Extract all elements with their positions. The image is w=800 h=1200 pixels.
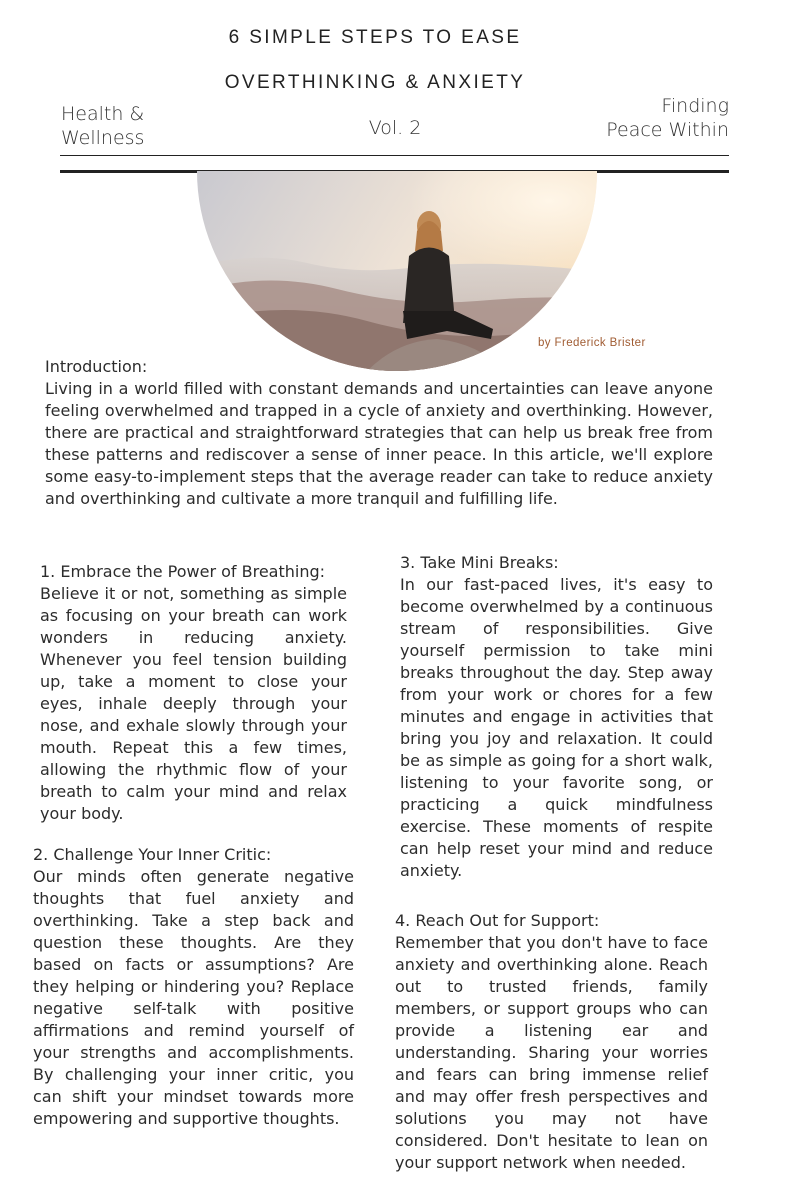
step-body: In our fast-paced lives, it's easy to become overwhelmed by a continuous stream of responsibilities. Give yourself permission to take mini breaks throughout the day. Step away from your work or chores for a few minutes and engage in activities that bring you joy and relaxation. It could be as simple as going for a short walk, listening to your favorite song, or practicing a quick mindfulness exercise. These moments of respite can help reset your mind and reduce anxiety.	[400, 575, 713, 880]
author-byline: by Frederick Brister	[538, 337, 646, 349]
step-heading: 1. Embrace the Power of Breathing:	[40, 562, 326, 581]
step-heading: 4. Reach Out for Support:	[395, 911, 600, 930]
step-body: Our minds often generate negative thoughts that fuel anxiety and overthinking. Take a step back and question these thoughts. Are they based on facts or assumptions? Are they helping or hindering you? Replace negative self-talk with positive affirmations and remind yourself of your strengths and accomplishments. By challenging your inner critic, you can shift your mindset towards more empowering and supportive thoughts.	[33, 867, 354, 1128]
tagline	[560, 94, 729, 142]
woman-on-mountain-photo	[197, 171, 597, 371]
hero-image	[197, 171, 597, 371]
introduction-section	[45, 356, 713, 510]
introduction-heading: Introduction:	[45, 357, 148, 376]
step-heading: 2. Challenge Your Inner Critic:	[33, 845, 272, 864]
step-body: Believe it or not, something as simple as focusing on your breath can work wonders in reducing anxiety. Whenever you feel tension building up, take a moment to close your eyes, inhale deeply through your nose, and exhale slowly through your mouth. Repeat this a few times, allowing the rhythmic flow of your breath to calm your mind and relax your body.	[40, 584, 347, 823]
section-label	[61, 102, 144, 150]
step-section	[400, 552, 713, 882]
tagline-line-2: Peace Within	[606, 119, 729, 141]
article-title-line-1: 6 SIMPLE STEPS TO EASE	[228, 27, 522, 48]
header-rule-right	[597, 170, 729, 173]
introduction-body: Living in a world filled with constant demands and uncertainties can leave anyone feeling overwhelmed and trapped in a cycle of anxiety and overthinking. However, there are practical and straightforward strategies that can help us break free from these patterns and rediscover a sense of inner peace. In this article, we'll explore some easy-to-implement steps that the average reader can take to reduce anxiety and overthinking and cultivate a more tranquil and fulfilling life.	[45, 379, 713, 508]
section-label-line-2: Wellness	[61, 127, 145, 149]
volume-label: Vol. 2	[368, 117, 422, 139]
step-heading: 3. Take Mini Breaks:	[400, 553, 559, 572]
step-body: Remember that you don't have to face anxiety and overthinking alone. Reach out to trusted friends, family members, or support groups who can provide a listening ear and understanding. Sharing your worries and fears can bring immense relief and may offer fresh perspectives and solutions you may not have considered. Don't hesitate to lean on your support network when needed.	[395, 933, 708, 1172]
step-section	[33, 844, 354, 1130]
step-section	[395, 910, 708, 1174]
header-rule-left	[60, 170, 197, 173]
header-rule-thin	[60, 155, 729, 156]
article-title-line-2: OVERTHINKING & ANXIETY	[224, 72, 526, 93]
tagline-line-1: Finding	[661, 95, 729, 117]
step-section	[40, 561, 347, 825]
section-label-line-1: Health &	[61, 103, 145, 125]
